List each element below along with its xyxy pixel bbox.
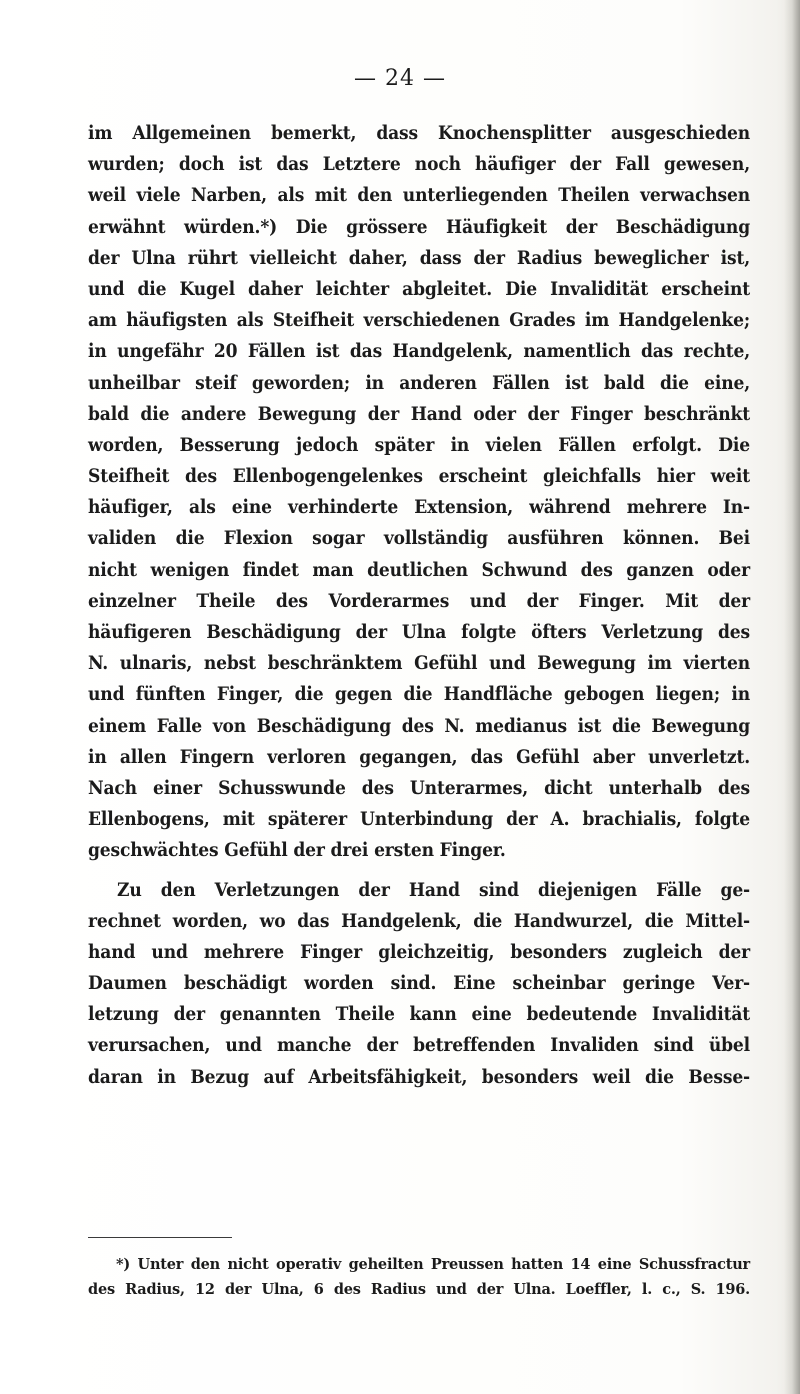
text-line: worden, Besserung jedoch später in vielen Fällen erfolgt. Die	[88, 433, 750, 456]
footnote-line: des Radius, 12 der Ulna, 6 des Radius und der Ulna. Loeffler, l. c., S. 196.	[88, 1281, 750, 1298]
text-line: Steifheit des Ellenbogengelenkes erscheint gleichfalls hier weit	[88, 465, 750, 488]
text-line: letzung der genannten Theile kann eine bedeutende Invalidität	[88, 1003, 750, 1026]
text-line: validen die Flexion sogar vollständig ausführen können. Bei	[88, 527, 750, 550]
text-line: der Ulna rührt vielleicht daher, dass der Radius beweglicher ist,	[88, 246, 750, 269]
text-line: und fünften Finger, die gegen die Handfläche gebogen liegen; in	[88, 683, 750, 706]
text-line: geschwächtes Gefühl der drei ersten Finger.	[88, 839, 506, 862]
text-line: unheilbar steif geworden; in anderen Fällen ist bald die eine,	[88, 371, 750, 394]
page-number: — 24 —	[354, 66, 446, 91]
text-line: am häufigsten als Steifheit verschiedenen Grades im Handgelenke;	[88, 309, 750, 332]
text-line: häufiger, als eine verhinderte Extension, während mehrere In-	[88, 496, 750, 519]
text-line: Zu den Verletzungen der Hand sind diejenigen Fälle ge-	[117, 878, 750, 901]
text-line: wurden; doch ist das Letztere noch häufiger der Fall gewesen,	[88, 153, 750, 176]
text-line: in allen Fingern verloren gegangen, das Gefühl aber unverletzt.	[88, 745, 750, 768]
text-line: N. ulnaris, nebst beschränktem Gefühl und Bewegung im vierten	[88, 652, 750, 675]
text-line: einem Falle von Beschädigung des N. medianus ist die Bewegung	[88, 714, 750, 737]
body-text	[88, 118, 750, 1093]
paragraph-1	[88, 118, 750, 867]
footnote-divider	[88, 1237, 232, 1238]
page-edge-shadow	[784, 0, 800, 1394]
text-line: Nach einer Schusswunde des Unterarmes, dicht unterhalb des	[88, 776, 750, 799]
text-line: häufigeren Beschädigung der Ulna folgte öfters Verletzung des	[88, 621, 750, 643]
text-line: weil viele Narben, als mit den unterliegenden Theilen verwachsen	[88, 184, 750, 207]
text-line: rechnet worden, wo das Handgelenk, die Handwurzel, die Mittel-	[88, 909, 750, 932]
text-line: bald die andere Bewegung der Hand oder der Finger beschränkt	[88, 402, 750, 425]
text-line: in ungefähr 20 Fällen ist das Handgelenk, namentlich das rechte,	[88, 340, 750, 363]
text-line: und die Kugel daher leichter abgleitet. Die Invalidität erscheint	[88, 277, 750, 300]
text-line: erwähnt würden.*) Die grössere Häufigkeit der Beschädigung	[88, 215, 750, 238]
footnote-line: *) Unter den nicht operativ geheilten Preussen hatten 14 eine Schussfractur	[116, 1256, 750, 1273]
text-line: hand und mehrere Finger gleichzeitig, besonders zugleich der	[88, 940, 750, 963]
paragraph-gap	[88, 867, 750, 875]
paragraph-2	[88, 875, 750, 1093]
text-line: im Allgemeinen bemerkt, dass Knochensplitter ausgeschieden	[88, 122, 750, 144]
text-line: Ellenbogens, mit späterer Unterbindung der A. brachialis, folgte	[88, 808, 750, 831]
text-line: verursachen, und manche der betreffenden Invaliden sind übel	[88, 1034, 750, 1057]
text-line: nicht wenigen findet man deutlichen Schwund des ganzen oder	[88, 558, 750, 581]
footnote	[88, 1252, 750, 1302]
text-line: einzelner Theile des Vorderarmes und der Finger. Mit der	[88, 589, 750, 612]
text-line: daran in Bezug auf Arbeitsfähigkeit, besonders weil die Besse-	[88, 1065, 750, 1088]
text-line: Daumen beschädigt worden sind. Eine scheinbar geringe Ver-	[88, 972, 750, 995]
